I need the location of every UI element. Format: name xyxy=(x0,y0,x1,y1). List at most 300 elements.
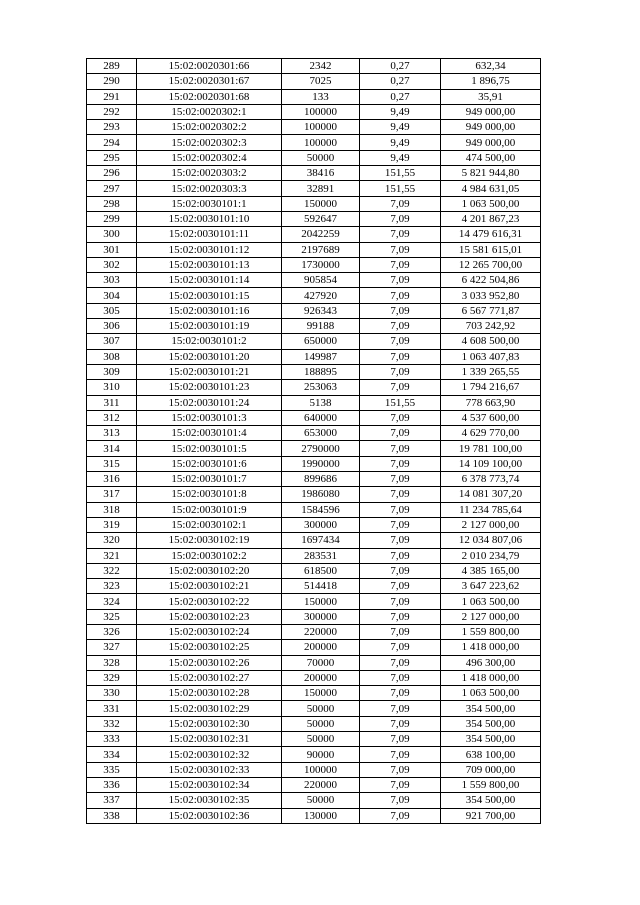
table-row xyxy=(87,395,541,410)
rate-cell: 7,09 xyxy=(360,410,441,425)
table-row xyxy=(87,166,541,181)
table-row xyxy=(87,211,541,226)
cadastral-number-cell: 15:02:0020303:2 xyxy=(137,166,282,181)
area-cell: 1986080 xyxy=(282,487,360,502)
row-number-cell: 302 xyxy=(87,257,137,272)
value-cell: 1 896,75 xyxy=(441,74,541,89)
rate-cell: 7,09 xyxy=(360,334,441,349)
table-row xyxy=(87,135,541,150)
value-cell: 11 234 785,64 xyxy=(441,502,541,517)
row-number-cell: 321 xyxy=(87,548,137,563)
area-cell: 1990000 xyxy=(282,456,360,471)
cadastral-number-cell: 15:02:0030102:30 xyxy=(137,716,282,731)
cadastral-number-cell: 15:02:0020302:4 xyxy=(137,150,282,165)
table-row xyxy=(87,640,541,655)
row-number-cell: 297 xyxy=(87,181,137,196)
value-cell: 6 422 504,86 xyxy=(441,273,541,288)
value-cell: 921 700,00 xyxy=(441,808,541,823)
rate-cell: 7,09 xyxy=(360,487,441,502)
cadastral-number-cell: 15:02:0030101:7 xyxy=(137,472,282,487)
rate-cell: 7,09 xyxy=(360,624,441,639)
rate-cell: 7,09 xyxy=(360,242,441,257)
row-number-cell: 300 xyxy=(87,227,137,242)
cadastral-number-cell: 15:02:0020301:67 xyxy=(137,74,282,89)
table-row xyxy=(87,89,541,104)
value-cell: 638 100,00 xyxy=(441,747,541,762)
table-row xyxy=(87,273,541,288)
area-cell: 90000 xyxy=(282,747,360,762)
row-number-cell: 304 xyxy=(87,288,137,303)
row-number-cell: 334 xyxy=(87,747,137,762)
rate-cell: 7,09 xyxy=(360,563,441,578)
cadastral-number-cell: 15:02:0030102:19 xyxy=(137,533,282,548)
row-number-cell: 316 xyxy=(87,472,137,487)
rate-cell: 7,09 xyxy=(360,456,441,471)
rate-cell: 9,49 xyxy=(360,120,441,135)
table-row xyxy=(87,380,541,395)
rate-cell: 7,09 xyxy=(360,594,441,609)
area-cell: 7025 xyxy=(282,74,360,89)
value-cell: 14 081 307,20 xyxy=(441,487,541,502)
area-cell: 150000 xyxy=(282,196,360,211)
row-number-cell: 320 xyxy=(87,533,137,548)
cadastral-number-cell: 15:02:0020303:3 xyxy=(137,181,282,196)
rate-cell: 9,49 xyxy=(360,104,441,119)
area-cell: 253063 xyxy=(282,380,360,395)
value-cell: 6 378 773,74 xyxy=(441,472,541,487)
row-number-cell: 291 xyxy=(87,89,137,104)
value-cell: 496 300,00 xyxy=(441,655,541,670)
row-number-cell: 327 xyxy=(87,640,137,655)
row-number-cell: 335 xyxy=(87,762,137,777)
table-row xyxy=(87,747,541,762)
area-cell: 653000 xyxy=(282,426,360,441)
rate-cell: 9,49 xyxy=(360,135,441,150)
area-cell: 2197689 xyxy=(282,242,360,257)
table-row xyxy=(87,563,541,578)
table-row xyxy=(87,732,541,747)
rate-cell: 7,09 xyxy=(360,793,441,808)
rate-cell: 0,27 xyxy=(360,59,441,74)
table-row xyxy=(87,624,541,639)
row-number-cell: 309 xyxy=(87,364,137,379)
table-row xyxy=(87,59,541,74)
cadastral-number-cell: 15:02:0030101:11 xyxy=(137,227,282,242)
rate-cell: 9,49 xyxy=(360,150,441,165)
table-row xyxy=(87,426,541,441)
value-cell: 6 567 771,87 xyxy=(441,303,541,318)
row-number-cell: 293 xyxy=(87,120,137,135)
cadastral-number-cell: 15:02:0030101:23 xyxy=(137,380,282,395)
cadastral-number-cell: 15:02:0030101:9 xyxy=(137,502,282,517)
row-number-cell: 303 xyxy=(87,273,137,288)
value-cell: 1 339 265,55 xyxy=(441,364,541,379)
row-number-cell: 305 xyxy=(87,303,137,318)
row-number-cell: 326 xyxy=(87,624,137,639)
table-row xyxy=(87,196,541,211)
area-cell: 220000 xyxy=(282,777,360,792)
value-cell: 5 821 944,80 xyxy=(441,166,541,181)
table-row xyxy=(87,686,541,701)
area-cell: 130000 xyxy=(282,808,360,823)
value-cell: 949 000,00 xyxy=(441,104,541,119)
area-cell: 150000 xyxy=(282,594,360,609)
table-row xyxy=(87,701,541,716)
area-cell: 50000 xyxy=(282,150,360,165)
cadastral-number-cell: 15:02:0030101:6 xyxy=(137,456,282,471)
value-cell: 1 418 000,00 xyxy=(441,640,541,655)
area-cell: 32891 xyxy=(282,181,360,196)
area-cell: 905854 xyxy=(282,273,360,288)
value-cell: 12 034 807,06 xyxy=(441,533,541,548)
area-cell: 50000 xyxy=(282,716,360,731)
cadastral-number-cell: 15:02:0030101:15 xyxy=(137,288,282,303)
cadastral-number-cell: 15:02:0030101:5 xyxy=(137,441,282,456)
table-row xyxy=(87,74,541,89)
table-row xyxy=(87,533,541,548)
rate-cell: 0,27 xyxy=(360,74,441,89)
rate-cell: 7,09 xyxy=(360,640,441,655)
value-cell: 1 063 407,83 xyxy=(441,349,541,364)
cadastral-number-cell: 15:02:0030101:2 xyxy=(137,334,282,349)
row-number-cell: 325 xyxy=(87,609,137,624)
cadastral-number-cell: 15:02:0030102:33 xyxy=(137,762,282,777)
table-row xyxy=(87,319,541,334)
cadastral-number-cell: 15:02:0030101:1 xyxy=(137,196,282,211)
value-cell: 1 794 216,67 xyxy=(441,380,541,395)
value-cell: 1 559 800,00 xyxy=(441,777,541,792)
row-number-cell: 298 xyxy=(87,196,137,211)
cadastral-number-cell: 15:02:0030102:27 xyxy=(137,670,282,685)
cadastral-number-cell: 15:02:0030102:24 xyxy=(137,624,282,639)
rate-cell: 7,09 xyxy=(360,747,441,762)
row-number-cell: 318 xyxy=(87,502,137,517)
area-cell: 50000 xyxy=(282,793,360,808)
row-number-cell: 311 xyxy=(87,395,137,410)
area-cell: 514418 xyxy=(282,579,360,594)
cadastral-number-cell: 15:02:0030102:23 xyxy=(137,609,282,624)
area-cell: 5138 xyxy=(282,395,360,410)
cadastral-number-cell: 15:02:0030101:8 xyxy=(137,487,282,502)
table-body xyxy=(87,59,541,824)
table-row xyxy=(87,609,541,624)
value-cell: 1 559 800,00 xyxy=(441,624,541,639)
row-number-cell: 338 xyxy=(87,808,137,823)
area-cell: 70000 xyxy=(282,655,360,670)
value-cell: 474 500,00 xyxy=(441,150,541,165)
area-cell: 640000 xyxy=(282,410,360,425)
cadastral-number-cell: 15:02:0030101:10 xyxy=(137,211,282,226)
cadastral-number-cell: 15:02:0030102:25 xyxy=(137,640,282,655)
rate-cell: 7,09 xyxy=(360,426,441,441)
row-number-cell: 308 xyxy=(87,349,137,364)
area-cell: 300000 xyxy=(282,517,360,532)
table-row xyxy=(87,579,541,594)
table-row xyxy=(87,472,541,487)
rate-cell: 7,09 xyxy=(360,517,441,532)
row-number-cell: 336 xyxy=(87,777,137,792)
cadastral-number-cell: 15:02:0030101:13 xyxy=(137,257,282,272)
value-cell: 354 500,00 xyxy=(441,701,541,716)
row-number-cell: 331 xyxy=(87,701,137,716)
rate-cell: 0,27 xyxy=(360,89,441,104)
table-row xyxy=(87,808,541,823)
table-row xyxy=(87,227,541,242)
area-cell: 200000 xyxy=(282,640,360,655)
cadastral-number-cell: 15:02:0030101:20 xyxy=(137,349,282,364)
row-number-cell: 310 xyxy=(87,380,137,395)
table-row xyxy=(87,349,541,364)
rate-cell: 7,09 xyxy=(360,273,441,288)
area-cell: 150000 xyxy=(282,686,360,701)
area-cell: 100000 xyxy=(282,120,360,135)
rate-cell: 7,09 xyxy=(360,364,441,379)
cadastral-number-cell: 15:02:0030101:4 xyxy=(137,426,282,441)
table-row xyxy=(87,441,541,456)
cadastral-number-cell: 15:02:0030102:20 xyxy=(137,563,282,578)
row-number-cell: 323 xyxy=(87,579,137,594)
value-cell: 4 984 631,05 xyxy=(441,181,541,196)
area-cell: 100000 xyxy=(282,135,360,150)
area-cell: 133 xyxy=(282,89,360,104)
row-number-cell: 315 xyxy=(87,456,137,471)
table-row xyxy=(87,120,541,135)
cadastral-number-cell: 15:02:0030102:31 xyxy=(137,732,282,747)
cadastral-number-cell: 15:02:0030102:22 xyxy=(137,594,282,609)
rate-cell: 7,09 xyxy=(360,686,441,701)
rate-cell: 151,55 xyxy=(360,395,441,410)
cadastral-number-cell: 15:02:0030102:34 xyxy=(137,777,282,792)
value-cell: 949 000,00 xyxy=(441,120,541,135)
rate-cell: 7,09 xyxy=(360,533,441,548)
row-number-cell: 290 xyxy=(87,74,137,89)
value-cell: 4 608 500,00 xyxy=(441,334,541,349)
value-cell: 1 063 500,00 xyxy=(441,594,541,609)
table-row xyxy=(87,793,541,808)
cadastral-number-cell: 15:02:0020302:2 xyxy=(137,120,282,135)
table-row xyxy=(87,716,541,731)
value-cell: 2 010 234,79 xyxy=(441,548,541,563)
cadastral-number-cell: 15:02:0030101:12 xyxy=(137,242,282,257)
row-number-cell: 296 xyxy=(87,166,137,181)
table-row xyxy=(87,334,541,349)
row-number-cell: 332 xyxy=(87,716,137,731)
table-row xyxy=(87,303,541,318)
area-cell: 1584596 xyxy=(282,502,360,517)
cadastral-value-table xyxy=(86,58,541,824)
table-row xyxy=(87,655,541,670)
row-number-cell: 306 xyxy=(87,319,137,334)
value-cell: 3 033 952,80 xyxy=(441,288,541,303)
table-row xyxy=(87,594,541,609)
value-cell: 2 127 000,00 xyxy=(441,609,541,624)
table-row xyxy=(87,456,541,471)
cadastral-number-cell: 15:02:0030101:14 xyxy=(137,273,282,288)
cadastral-number-cell: 15:02:0030101:16 xyxy=(137,303,282,318)
cadastral-number-cell: 15:02:0020301:66 xyxy=(137,59,282,74)
area-cell: 99188 xyxy=(282,319,360,334)
cadastral-number-cell: 15:02:0030102:32 xyxy=(137,747,282,762)
value-cell: 1 063 500,00 xyxy=(441,686,541,701)
area-cell: 926343 xyxy=(282,303,360,318)
table-row xyxy=(87,288,541,303)
area-cell: 100000 xyxy=(282,104,360,119)
value-cell: 354 500,00 xyxy=(441,732,541,747)
table-row xyxy=(87,777,541,792)
rate-cell: 7,09 xyxy=(360,196,441,211)
cadastral-number-cell: 15:02:0020301:68 xyxy=(137,89,282,104)
area-cell: 300000 xyxy=(282,609,360,624)
rate-cell: 7,09 xyxy=(360,777,441,792)
value-cell: 354 500,00 xyxy=(441,793,541,808)
row-number-cell: 314 xyxy=(87,441,137,456)
area-cell: 50000 xyxy=(282,732,360,747)
value-cell: 2 127 000,00 xyxy=(441,517,541,532)
row-number-cell: 294 xyxy=(87,135,137,150)
rate-cell: 7,09 xyxy=(360,441,441,456)
table-row xyxy=(87,762,541,777)
value-cell: 4 385 165,00 xyxy=(441,563,541,578)
value-cell: 778 663,90 xyxy=(441,395,541,410)
area-cell: 427920 xyxy=(282,288,360,303)
row-number-cell: 319 xyxy=(87,517,137,532)
cadastral-number-cell: 15:02:0030102:1 xyxy=(137,517,282,532)
value-cell: 12 265 700,00 xyxy=(441,257,541,272)
rate-cell: 7,09 xyxy=(360,548,441,563)
value-cell: 15 581 615,01 xyxy=(441,242,541,257)
rate-cell: 7,09 xyxy=(360,319,441,334)
table-row xyxy=(87,410,541,425)
rate-cell: 7,09 xyxy=(360,257,441,272)
table-row xyxy=(87,548,541,563)
row-number-cell: 322 xyxy=(87,563,137,578)
value-cell: 14 109 100,00 xyxy=(441,456,541,471)
table-row xyxy=(87,150,541,165)
rate-cell: 7,09 xyxy=(360,732,441,747)
value-cell: 709 000,00 xyxy=(441,762,541,777)
row-number-cell: 317 xyxy=(87,487,137,502)
area-cell: 200000 xyxy=(282,670,360,685)
cadastral-number-cell: 15:02:0030102:36 xyxy=(137,808,282,823)
area-cell: 2342 xyxy=(282,59,360,74)
table-row xyxy=(87,257,541,272)
area-cell: 2042259 xyxy=(282,227,360,242)
row-number-cell: 301 xyxy=(87,242,137,257)
value-cell: 14 479 616,31 xyxy=(441,227,541,242)
rate-cell: 7,09 xyxy=(360,579,441,594)
table-row xyxy=(87,670,541,685)
cadastral-number-cell: 15:02:0030102:35 xyxy=(137,793,282,808)
rate-cell: 7,09 xyxy=(360,716,441,731)
area-cell: 283531 xyxy=(282,548,360,563)
value-cell: 4 201 867,23 xyxy=(441,211,541,226)
rate-cell: 151,55 xyxy=(360,181,441,196)
cadastral-number-cell: 15:02:0030101:3 xyxy=(137,410,282,425)
rate-cell: 7,09 xyxy=(360,211,441,226)
area-cell: 899686 xyxy=(282,472,360,487)
value-cell: 632,34 xyxy=(441,59,541,74)
rate-cell: 7,09 xyxy=(360,349,441,364)
cadastral-number-cell: 15:02:0030102:2 xyxy=(137,548,282,563)
table-row xyxy=(87,242,541,257)
row-number-cell: 329 xyxy=(87,670,137,685)
value-cell: 35,91 xyxy=(441,89,541,104)
row-number-cell: 299 xyxy=(87,211,137,226)
table-row xyxy=(87,181,541,196)
rate-cell: 7,09 xyxy=(360,288,441,303)
area-cell: 188895 xyxy=(282,364,360,379)
area-cell: 1730000 xyxy=(282,257,360,272)
rate-cell: 7,09 xyxy=(360,655,441,670)
cadastral-number-cell: 15:02:0030102:28 xyxy=(137,686,282,701)
area-cell: 1697434 xyxy=(282,533,360,548)
value-cell: 1 418 000,00 xyxy=(441,670,541,685)
rate-cell: 7,09 xyxy=(360,303,441,318)
rate-cell: 7,09 xyxy=(360,670,441,685)
table-row xyxy=(87,104,541,119)
row-number-cell: 333 xyxy=(87,732,137,747)
rate-cell: 7,09 xyxy=(360,808,441,823)
value-cell: 949 000,00 xyxy=(441,135,541,150)
rate-cell: 7,09 xyxy=(360,472,441,487)
cadastral-number-cell: 15:02:0030102:29 xyxy=(137,701,282,716)
rate-cell: 7,09 xyxy=(360,227,441,242)
value-cell: 703 242,92 xyxy=(441,319,541,334)
rate-cell: 7,09 xyxy=(360,762,441,777)
cadastral-number-cell: 15:02:0030102:21 xyxy=(137,579,282,594)
table-row xyxy=(87,517,541,532)
row-number-cell: 289 xyxy=(87,59,137,74)
area-cell: 149987 xyxy=(282,349,360,364)
area-cell: 618500 xyxy=(282,563,360,578)
row-number-cell: 337 xyxy=(87,793,137,808)
cadastral-number-cell: 15:02:0020302:3 xyxy=(137,135,282,150)
cadastral-number-cell: 15:02:0030101:24 xyxy=(137,395,282,410)
row-number-cell: 330 xyxy=(87,686,137,701)
row-number-cell: 328 xyxy=(87,655,137,670)
value-cell: 354 500,00 xyxy=(441,716,541,731)
row-number-cell: 307 xyxy=(87,334,137,349)
row-number-cell: 295 xyxy=(87,150,137,165)
value-cell: 4 537 600,00 xyxy=(441,410,541,425)
row-number-cell: 312 xyxy=(87,410,137,425)
area-cell: 220000 xyxy=(282,624,360,639)
rate-cell: 7,09 xyxy=(360,380,441,395)
table-row xyxy=(87,502,541,517)
area-cell: 592647 xyxy=(282,211,360,226)
value-cell: 19 781 100,00 xyxy=(441,441,541,456)
cadastral-number-cell: 15:02:0030102:26 xyxy=(137,655,282,670)
value-cell: 4 629 770,00 xyxy=(441,426,541,441)
row-number-cell: 324 xyxy=(87,594,137,609)
rate-cell: 7,09 xyxy=(360,502,441,517)
cadastral-number-cell: 15:02:0030101:19 xyxy=(137,319,282,334)
cadastral-number-cell: 15:02:0030101:21 xyxy=(137,364,282,379)
area-cell: 100000 xyxy=(282,762,360,777)
row-number-cell: 292 xyxy=(87,104,137,119)
area-cell: 2790000 xyxy=(282,441,360,456)
area-cell: 50000 xyxy=(282,701,360,716)
rate-cell: 7,09 xyxy=(360,701,441,716)
area-cell: 650000 xyxy=(282,334,360,349)
rate-cell: 151,55 xyxy=(360,166,441,181)
value-cell: 1 063 500,00 xyxy=(441,196,541,211)
table-row xyxy=(87,487,541,502)
area-cell: 38416 xyxy=(282,166,360,181)
value-cell: 3 647 223,62 xyxy=(441,579,541,594)
cadastral-number-cell: 15:02:0020302:1 xyxy=(137,104,282,119)
table-row xyxy=(87,364,541,379)
